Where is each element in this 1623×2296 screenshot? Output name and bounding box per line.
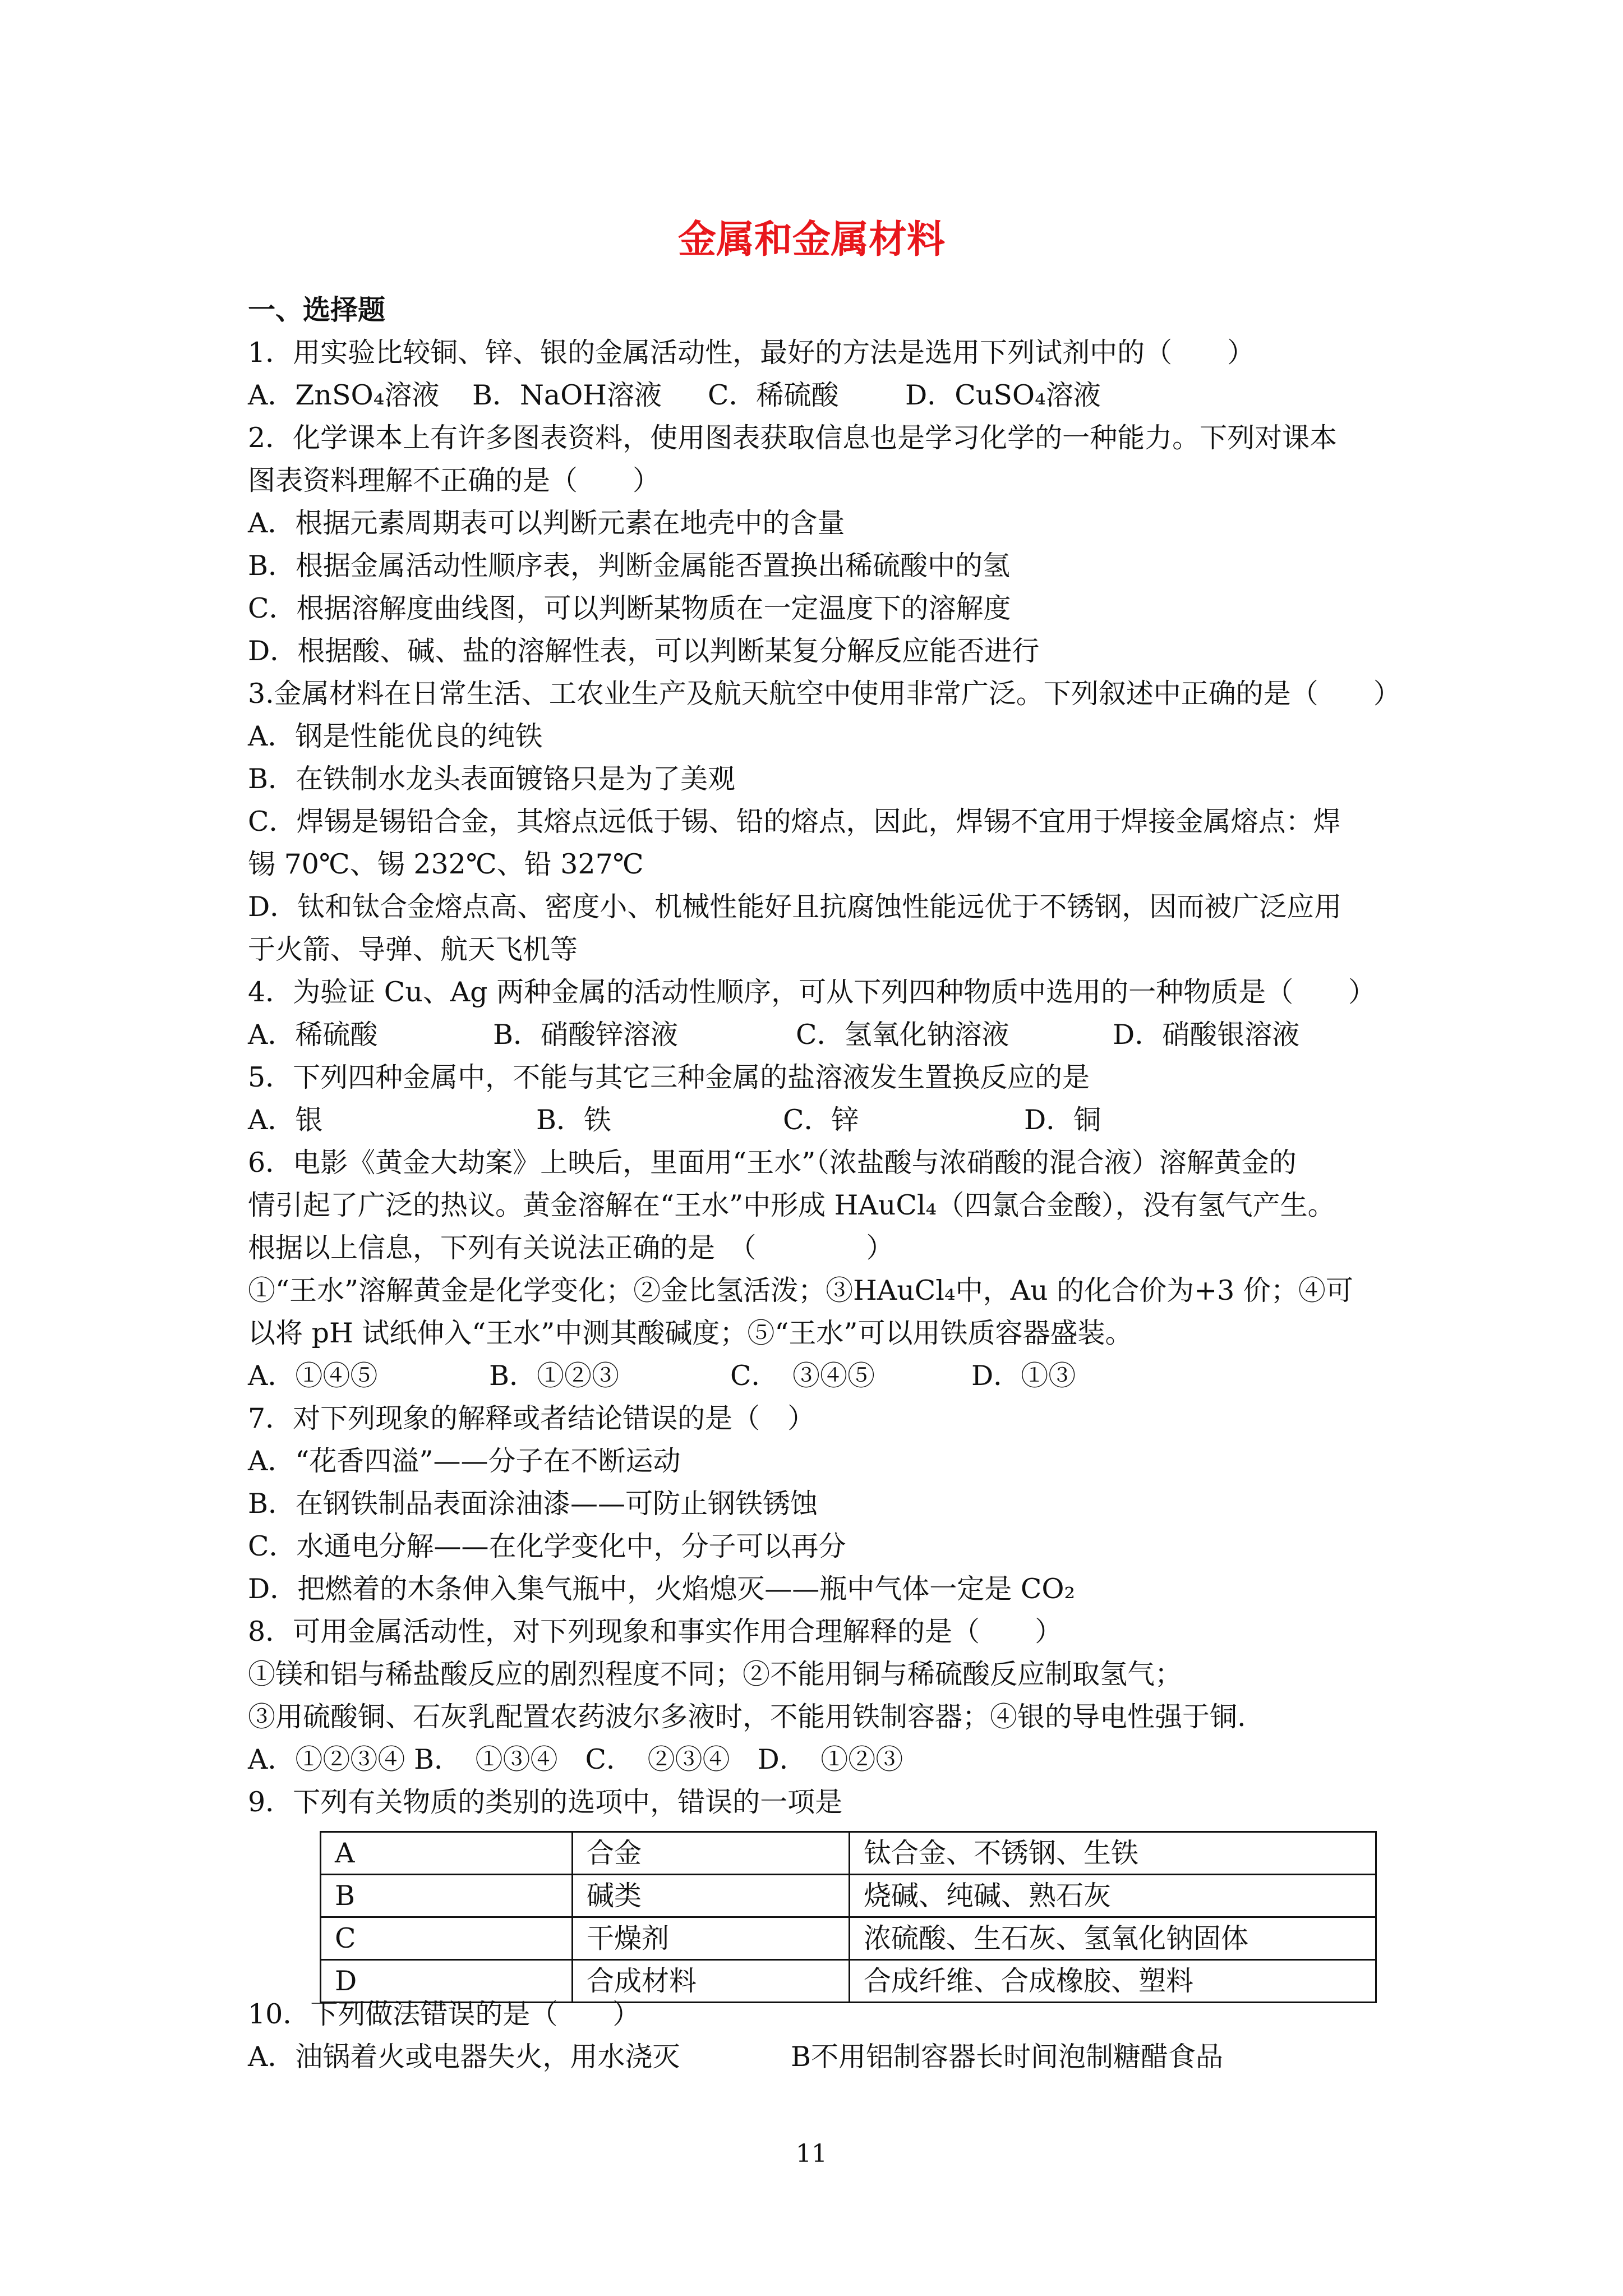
option: B．铁 [536, 1104, 612, 1136]
table-cell: 合金 [573, 1832, 850, 1875]
option-cont: 于火箭、导弹、航天飞机等 [248, 933, 578, 965]
question-7: 7．对下列现象的解释或者结论错误的是（ ） [248, 1402, 815, 1434]
option: B．在钢铁制品表面涂油漆——可防止钢铁锈蚀 [248, 1488, 818, 1520]
question-6-cont: 情引起了广泛的热议。黄金溶解在“王水”中形成 HAuCl₄（四氯合金酸），没有氢气产生。 [248, 1189, 1335, 1221]
option: C．焊锡是锡铅合金，其熔点远低于锡、铅的熔点，因此，焊锡不宜用于焊接金属熔点：焊 [248, 806, 1341, 838]
question-5-options [248, 1099, 1101, 1142]
table-cell: 干燥剂 [573, 1917, 850, 1960]
page-title: 金属和金属材料 [677, 218, 945, 262]
table-cell: 合成材料 [573, 1960, 850, 2003]
question-6-cont: ①“王水”溶解黄金是化学变化；②金比氢活泼；③HAuCl₄中，Au 的化合价为+3 价；④可 [248, 1274, 1353, 1306]
option: D．硝酸银溶液 [1113, 1019, 1300, 1051]
option: A．根据元素周期表可以判断元素在地壳中的含量 [248, 507, 845, 539]
option: C．锌 [783, 1104, 859, 1136]
question-3: 3.金属材料在日常生活、工农业生产及航天航空中使用非常广泛。下列叙述中正确的是（ ） [248, 678, 1401, 710]
question-8-cont: ①镁和铝与稀盐酸反应的剧烈程度不同；②不能用铜与稀硫酸反应制取氢气； [248, 1658, 1183, 1690]
option: A．稀硫酸 [248, 1019, 378, 1051]
option: A．银 [248, 1104, 323, 1136]
table-row [321, 1917, 1376, 1960]
option: A．①④⑤ [248, 1360, 378, 1392]
section-heading: 一、选择题 [248, 294, 386, 326]
option: D．根据酸、碱、盐的溶解性表，可以判断某复分解反应能否进行 [248, 635, 1040, 667]
option: C．稀硫酸 [708, 379, 839, 411]
option: C．水通电分解——在化学变化中，分子可以再分 [248, 1530, 846, 1562]
table-cell: 烧碱、纯碱、熟石灰 [850, 1875, 1376, 1917]
table-cell: A [321, 1832, 573, 1875]
question-6-options [248, 1355, 1076, 1397]
table-cell: C [321, 1917, 573, 1960]
option: A．钢是性能优良的纯铁 [248, 720, 543, 752]
option-cont: 锡 70℃、锡 232℃、铅 327℃ [248, 848, 644, 880]
option: A．“花香四溢”——分子在不断运动 [248, 1445, 681, 1477]
option: B．在铁制水龙头表面镀铬只是为了美观 [248, 763, 736, 795]
table-cell: B [321, 1875, 573, 1917]
option: C．根据溶解度曲线图，可以判断某物质在一定温度下的溶解度 [248, 592, 1011, 624]
option: B．①②③ [489, 1360, 620, 1392]
option: D．CuSO₄溶液 [905, 379, 1101, 411]
question-1-options [248, 374, 1101, 417]
question-5: 5．下列四种金属中，不能与其它三种金属的盐溶液发生置换反应的是 [248, 1061, 1090, 1093]
table-cell: 浓硫酸、生石灰、氢氧化钠固体 [850, 1917, 1376, 1960]
option: A．ZnSO₄溶液 [248, 379, 440, 411]
option: D．钛和钛合金熔点高、密度小、机械性能好且抗腐蚀性能远优于不锈钢，因而被广泛应用 [248, 891, 1342, 923]
question-6-cont: 根据以上信息，下列有关说法正确的是 （ ） [248, 1232, 894, 1264]
option: A．油锅着火或电器失火，用水浇灭 [248, 2041, 680, 2073]
question-4-options [248, 1014, 1299, 1056]
option: C． ③④⑤ [730, 1360, 875, 1392]
option: B．根据金属活动性顺序表，判断金属能否置换出稀硫酸中的氢 [248, 550, 1011, 582]
table-row [321, 1832, 1376, 1875]
table-row [321, 1875, 1376, 1917]
table-cell: D [321, 1960, 573, 2003]
question-2: 2．化学课本上有许多图表资料，使用图表获取信息也是学习化学的一种能力。下列对课本 [248, 422, 1338, 454]
question-9-table [320, 1831, 1377, 2003]
option: D．铜 [1024, 1104, 1101, 1136]
table-cell: 钛合金、不锈钢、生铁 [850, 1832, 1376, 1875]
question-6-cont: 以将 pH 试纸伸入“王水”中测其酸碱度；⑤“王水”可以用铁质容器盛装。 [248, 1317, 1133, 1349]
option: D．①③ [971, 1360, 1076, 1392]
question-10: 10．下列做法错误的是（ ） [248, 1998, 640, 2030]
question-9: 9．下列有关物质的类别的选项中，错误的一项是 [248, 1786, 843, 1818]
question-8-cont: ③用硫酸铜、石灰乳配置农药波尔多液时，不能用铁制容器；④银的导电性强于铜. [248, 1701, 1246, 1733]
option: D．把燃着的木条伸入集气瓶中，火焰熄灭——瓶中气体一定是 CO₂ [248, 1573, 1076, 1605]
question-6: 6．电影《黄金大劫案》上映后，里面用“王水”（浓盐酸与浓硝酸的混合液）溶解黄金的 [248, 1147, 1297, 1179]
question-1: 1．用实验比较铜、锌、银的金属活动性，最好的方法是选用下列试剂中的（ ） [248, 337, 1255, 369]
option: B．硝酸锌溶液 [493, 1019, 679, 1051]
page-number: 11 [796, 2139, 827, 2168]
question-4: 4．为验证 Cu、Ag 两种金属的活动性顺序，可从下列四种物质中选用的一种物质是（ ） [248, 976, 1376, 1008]
table-cell: 碱类 [573, 1875, 850, 1917]
table-cell: 合成纤维、合成橡胶、塑料 [850, 1960, 1376, 2003]
question-10-options [248, 2036, 1223, 2078]
option: C．氢氧化钠溶液 [796, 1019, 1009, 1051]
option: B．NaOH溶液 [472, 379, 662, 411]
option: B不用铝制容器长时间泡制糖醋食品 [791, 2041, 1224, 2073]
question-2-cont: 图表资料理解不正确的是（ ） [248, 464, 661, 496]
question-8: 8．可用金属活动性，对下列现象和事实作用合理解释的是（ ） [248, 1616, 1063, 1648]
question-8-options: A．①②③④ B． ①③④ C． ②③④ D． ①②③ [248, 1743, 903, 1775]
